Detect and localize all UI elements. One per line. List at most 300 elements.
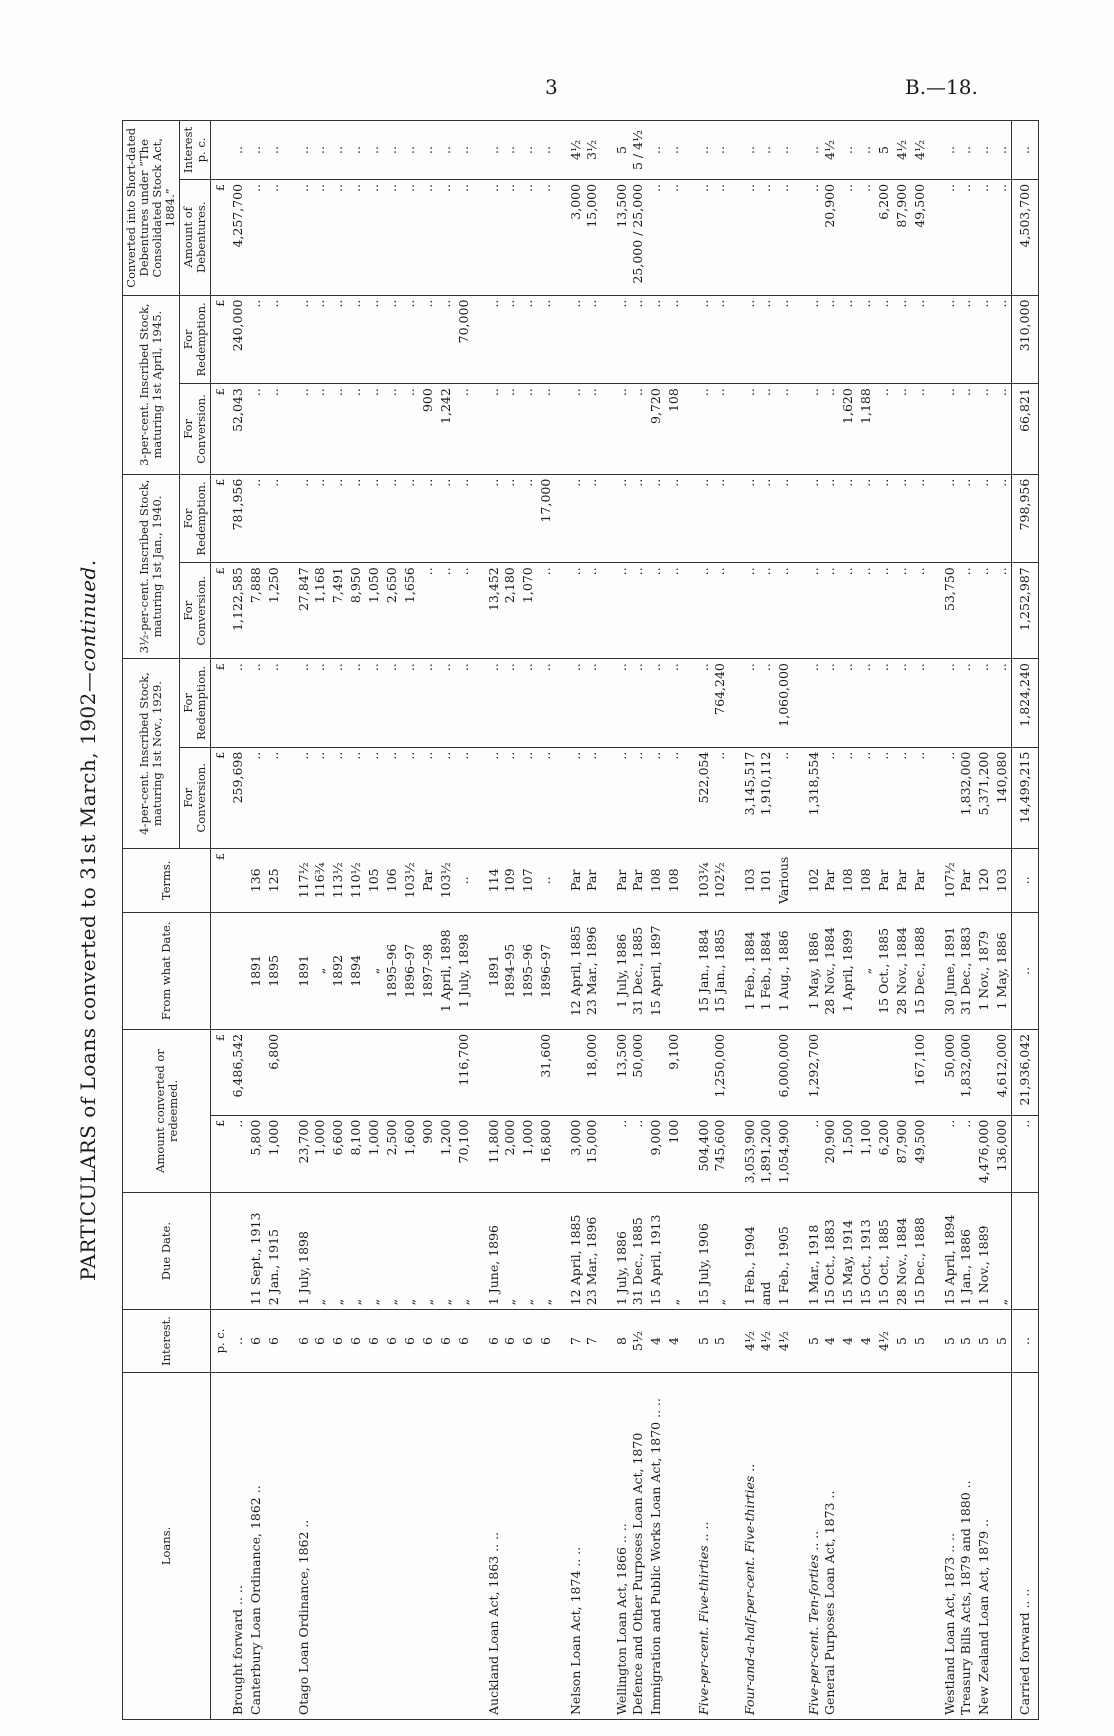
g1-redemption: .. [993, 659, 1012, 748]
g3-conversion: .. [555, 384, 583, 475]
units-row [211, 121, 230, 1720]
g3-redemption: .. [329, 295, 347, 384]
rotated-table-wrapper [70, 120, 1060, 1720]
table-row [283, 121, 311, 1720]
amount-subtotal [893, 1029, 911, 1115]
g1-conversion: .. [647, 747, 665, 848]
amount-part: 1,000 [519, 1115, 537, 1192]
g2-redemption: .. [329, 474, 347, 563]
terms: Par [583, 848, 601, 912]
g3-redemption: .. [911, 295, 929, 384]
amount-subtotal [283, 1029, 311, 1115]
g3-redemption: 240,000 [229, 295, 247, 384]
debenture-amount: .. [265, 179, 283, 295]
g1-redemption: .. [473, 659, 501, 748]
loan-name [329, 1372, 347, 1719]
terms: .. [455, 848, 473, 912]
loan-name [437, 1372, 455, 1719]
terms: Par [821, 848, 839, 912]
terms: 107 [519, 848, 537, 912]
debenture-amount: 13,500 [601, 179, 629, 295]
g3-redemption: 70,000 [455, 295, 473, 384]
due-date: „ [383, 1193, 401, 1310]
g2-conversion: 8,950 [347, 563, 365, 659]
g3-conversion: .. [365, 384, 383, 475]
total-g3-conversion: 66,821 [1012, 384, 1039, 475]
g3-redemption: .. [265, 295, 283, 384]
g2-conversion: 1,168 [311, 563, 329, 659]
from-date: 28 Nov., 1884 [821, 912, 839, 1029]
g3-conversion: 900 [419, 384, 437, 475]
g2-conversion: .. [757, 563, 775, 659]
from-date: 1896–97 [537, 912, 555, 1029]
amount-subtotal: 50,000 [629, 1029, 647, 1115]
g1-conversion: .. [347, 747, 365, 848]
debenture-interest: .. [365, 121, 383, 180]
from-date: 1894 [347, 912, 365, 1029]
debenture-amount: 25,000 / 25,000 [629, 179, 647, 295]
g3-conversion: .. [993, 384, 1012, 475]
loan-name [537, 1372, 555, 1719]
g2-redemption: .. [283, 474, 311, 563]
from-date: „ [857, 912, 875, 1029]
g3-conversion: .. [329, 384, 347, 475]
g1-redemption: .. [247, 659, 265, 748]
g3-redemption: .. [283, 295, 311, 384]
g2-redemption: .. [775, 474, 793, 563]
debenture-interest: .. [839, 121, 857, 180]
g3-conversion: .. [957, 384, 975, 475]
g1-redemption: .. [347, 659, 365, 748]
total-debenture-amount: 4,503,700 [1012, 179, 1039, 295]
col-g1-redemption: For Redemption. [180, 659, 211, 748]
debenture-interest: .. [265, 121, 283, 180]
interest: .. [229, 1310, 247, 1373]
due-date: 23 Mar., 1896 [583, 1193, 601, 1310]
title-main: PARTICULARS of Loans converted to 31st March, 1902— [76, 671, 100, 1281]
interest: 6 [401, 1310, 419, 1373]
due-date: „ [311, 1193, 329, 1310]
g3-redemption: .. [519, 295, 537, 384]
g1-conversion: .. [473, 747, 501, 848]
amount-subtotal: 6,800 [265, 1029, 283, 1115]
unit-pound: £ [211, 295, 230, 384]
g3-conversion: 52,043 [229, 384, 247, 475]
g3-redemption: .. [347, 295, 365, 384]
col-interest: Interest. [123, 1310, 211, 1373]
amount-part: 1,500 [839, 1115, 857, 1192]
g1-conversion: .. [929, 747, 957, 848]
g1-conversion: .. [821, 747, 839, 848]
interest: 6 [473, 1310, 501, 1373]
table-row [247, 121, 265, 1720]
g2-redemption: .. [821, 474, 839, 563]
amount-part: 3,000 [555, 1115, 583, 1192]
g1-conversion: 5,371,200 [975, 747, 993, 848]
g1-conversion: 522,054 [683, 747, 711, 848]
due-date: and [757, 1193, 775, 1310]
loan-name: Nelson Loan Act, 1874 .. .. [555, 1372, 583, 1719]
g3-conversion: .. [473, 384, 501, 475]
terms: 103 [993, 848, 1012, 912]
table-row [839, 121, 857, 1720]
debenture-interest: .. [757, 121, 775, 180]
due-date: 1 Jan., 1886 [957, 1193, 975, 1310]
g3-conversion: .. [893, 384, 911, 475]
g1-redemption: .. [875, 659, 893, 748]
interest: 5 [911, 1310, 929, 1373]
g3-redemption: .. [775, 295, 793, 384]
g1-redemption: .. [365, 659, 383, 748]
rotated-page-content [70, 120, 1060, 1720]
g1-redemption: .. [455, 659, 473, 748]
from-date: 15 Jan., 1884 [683, 912, 711, 1029]
g1-redemption: .. [555, 659, 583, 748]
amount-part: 2,500 [383, 1115, 401, 1192]
due-date: „ [401, 1193, 419, 1310]
loan-name [711, 1372, 729, 1719]
g2-conversion: .. [583, 563, 601, 659]
from-date: 1896–97 [401, 912, 419, 1029]
debenture-interest: .. [383, 121, 401, 180]
g2-conversion: 2,180 [501, 563, 519, 659]
g2-conversion: .. [683, 563, 711, 659]
amount-subtotal [975, 1029, 993, 1115]
g3-conversion: .. [383, 384, 401, 475]
debenture-amount: 6,200 [875, 179, 893, 295]
terms: 109 [501, 848, 519, 912]
interest: 4 [857, 1310, 875, 1373]
unit-cell [211, 1193, 230, 1310]
interest: 5 [975, 1310, 993, 1373]
debenture-interest: .. [311, 121, 329, 180]
loan-name [455, 1372, 473, 1719]
from-date: 15 April, 1897 [647, 912, 665, 1029]
due-date: „ [419, 1193, 437, 1310]
g1-redemption: .. [893, 659, 911, 748]
table-row [419, 121, 437, 1720]
amount-part: 15,000 [583, 1115, 601, 1192]
table-row [437, 121, 455, 1720]
debenture-amount: .. [857, 179, 875, 295]
g3-redemption: .. [929, 295, 957, 384]
loan-name: Five-per-cent. Ten-forties .. .. [793, 1372, 821, 1719]
table-body [211, 121, 1039, 1720]
debenture-amount: .. [347, 179, 365, 295]
total-g1-conversion: 14,499,215 [1012, 747, 1039, 848]
amount-subtotal [875, 1029, 893, 1115]
loan-name [419, 1372, 437, 1719]
from-date: 1897–98 [419, 912, 437, 1029]
g1-conversion: .. [537, 747, 555, 848]
debenture-interest: .. [473, 121, 501, 180]
amount-subtotal: 1,832,000 [957, 1029, 975, 1115]
table-row [401, 121, 419, 1720]
amount-subtotal [821, 1029, 839, 1115]
loan-name [911, 1372, 929, 1719]
col-g3-redemption: For Redemption. [180, 295, 211, 384]
g2-redemption: .. [455, 474, 473, 563]
from-date: 1 July, 1886 [601, 912, 629, 1029]
loan-name [347, 1372, 365, 1719]
amount-part: 20,900 [821, 1115, 839, 1192]
g2-redemption: .. [583, 474, 601, 563]
total-interest: .. [1012, 1310, 1039, 1373]
interest: 6 [455, 1310, 473, 1373]
g1-conversion: .. [711, 747, 729, 848]
loan-name [875, 1372, 893, 1719]
table-row [311, 121, 329, 1720]
loan-name: Otago Loan Ordinance, 1862 .. [283, 1372, 311, 1719]
g2-conversion: .. [821, 563, 839, 659]
g1-conversion: .. [501, 747, 519, 848]
debenture-amount: .. [537, 179, 555, 295]
unit-pound: £ [211, 747, 230, 848]
g3-redemption: .. [555, 295, 583, 384]
g2-conversion: .. [629, 563, 647, 659]
g2-redemption: .. [647, 474, 665, 563]
g3-redemption: .. [365, 295, 383, 384]
g2-redemption: .. [793, 474, 821, 563]
amount-subtotal [383, 1029, 401, 1115]
debenture-interest: 5 [875, 121, 893, 180]
amount-part: 87,900 [893, 1115, 911, 1192]
g2-redemption: .. [401, 474, 419, 563]
g3-conversion: 9,720 [647, 384, 665, 475]
amount-part: 2,000 [501, 1115, 519, 1192]
total-loan-name: Carried forward .. .. [1012, 1372, 1039, 1719]
debenture-amount: .. [711, 179, 729, 295]
g2-conversion: .. [893, 563, 911, 659]
table-row [537, 121, 555, 1720]
g3-redemption: .. [957, 295, 975, 384]
col-amount: Amount converted or redeemed. [123, 1029, 211, 1192]
g3-conversion: 1,188 [857, 384, 875, 475]
g2-conversion: .. [419, 563, 437, 659]
amount-part: .. [957, 1115, 975, 1192]
amount-part: 745,600 [711, 1115, 729, 1192]
due-date: „ [329, 1193, 347, 1310]
due-date: „ [365, 1193, 383, 1310]
g3-conversion: .. [729, 384, 757, 475]
g2-redemption: .. [419, 474, 437, 563]
from-date: 1895–96 [519, 912, 537, 1029]
from-date: 15 Dec., 1888 [911, 912, 929, 1029]
terms: 101 [757, 848, 775, 912]
col-due-date: Due Date. [123, 1193, 211, 1310]
from-date: 1891 [473, 912, 501, 1029]
g2-redemption: .. [683, 474, 711, 563]
interest: 6 [329, 1310, 347, 1373]
g2-redemption: .. [265, 474, 283, 563]
g2-redemption: .. [857, 474, 875, 563]
g2-conversion: 1,070 [519, 563, 537, 659]
terms: 103¼ [683, 848, 711, 912]
amount-subtotal [683, 1029, 711, 1115]
loan-name [893, 1372, 911, 1719]
g3-redemption: .. [857, 295, 875, 384]
due-date: 1 Feb., 1904 [729, 1193, 757, 1310]
debenture-interest: 4½ [893, 121, 911, 180]
debenture-interest: 5 [601, 121, 629, 180]
g3-conversion: .. [711, 384, 729, 475]
g2-redemption: .. [929, 474, 957, 563]
debenture-interest: .. [683, 121, 711, 180]
g3-redemption: .. [839, 295, 857, 384]
g2-conversion: .. [993, 563, 1012, 659]
from-date: 30 June, 1891 [929, 912, 957, 1029]
from-date: 1 July, 1898 [455, 912, 473, 1029]
amount-subtotal [347, 1029, 365, 1115]
g1-redemption: .. [265, 659, 283, 748]
total-due-date [1012, 1193, 1039, 1310]
g1-redemption: .. [857, 659, 875, 748]
terms: 116¾ [311, 848, 329, 912]
g1-redemption: .. [329, 659, 347, 748]
table-row [911, 121, 929, 1720]
due-date: 15 April, 1894 [929, 1193, 957, 1310]
g1-redemption: .. [501, 659, 519, 748]
table-row [957, 121, 975, 1720]
g3-redemption: .. [501, 295, 519, 384]
table-row [629, 121, 647, 1720]
debenture-amount: .. [473, 179, 501, 295]
from-date: 1 April, 1899 [839, 912, 857, 1029]
due-date: 28 Nov., 1884 [893, 1193, 911, 1310]
amount-part: .. [229, 1115, 247, 1192]
due-date: 15 May, 1914 [839, 1193, 857, 1310]
from-date: 15 Oct., 1885 [875, 912, 893, 1029]
loan-name [311, 1372, 329, 1719]
amount-subtotal [401, 1029, 419, 1115]
from-date: 1895–96 [383, 912, 401, 1029]
debenture-amount: 49,500 [911, 179, 929, 295]
debenture-interest: .. [229, 121, 247, 180]
due-date: „ [993, 1193, 1012, 1310]
g1-conversion: .. [519, 747, 537, 848]
g2-redemption: .. [975, 474, 993, 563]
debenture-amount: .. [519, 179, 537, 295]
interest: 6 [419, 1310, 437, 1373]
interest: 4½ [775, 1310, 793, 1373]
g1-conversion: .. [383, 747, 401, 848]
g3-redemption: .. [473, 295, 501, 384]
g1-conversion: .. [665, 747, 683, 848]
terms: 136 [247, 848, 265, 912]
debenture-amount: .. [665, 179, 683, 295]
from-date: 28 Nov., 1884 [893, 912, 911, 1029]
loan-name: Treasury Bills Acts, 1879 and 1880 .. [957, 1372, 975, 1719]
g3-redemption: .. [419, 295, 437, 384]
g2-redemption: 17,000 [537, 474, 555, 563]
g2-redemption: .. [665, 474, 683, 563]
g1-conversion: .. [601, 747, 629, 848]
g2-redemption: .. [839, 474, 857, 563]
amount-subtotal: 116,700 [455, 1029, 473, 1115]
g1-conversion: .. [365, 747, 383, 848]
col-g2-redemption: For Redemption. [180, 474, 211, 563]
amount-subtotal: 167,100 [911, 1029, 929, 1115]
table-row [583, 121, 601, 1720]
terms: Par [875, 848, 893, 912]
amount-part: 3,053,900 [729, 1115, 757, 1192]
amount-subtotal [555, 1029, 583, 1115]
g1-conversion: .. [839, 747, 857, 848]
interest: 6 [383, 1310, 401, 1373]
amount-part: .. [793, 1115, 821, 1192]
due-date: „ [665, 1193, 683, 1310]
g3-conversion: .. [455, 384, 473, 475]
g2-redemption: .. [993, 474, 1012, 563]
terms: 108 [857, 848, 875, 912]
amount-subtotal [311, 1029, 329, 1115]
debenture-interest: .. [455, 121, 473, 180]
g3-conversion: .. [911, 384, 929, 475]
g3-conversion: .. [265, 384, 283, 475]
g1-redemption: .. [975, 659, 993, 748]
from-date: 1 Feb., 1884 [757, 912, 775, 1029]
total-amount-part: .. [1012, 1115, 1039, 1192]
debenture-amount: .. [975, 179, 993, 295]
col-g1-conversion: For Conversion. [180, 747, 211, 848]
interest: 6 [265, 1310, 283, 1373]
loan-name [993, 1372, 1012, 1719]
g2-redemption: .. [893, 474, 911, 563]
terms [229, 848, 247, 912]
g1-redemption: .. [519, 659, 537, 748]
amount-part: 23,700 [283, 1115, 311, 1192]
g1-redemption: .. [729, 659, 757, 748]
terms: 108 [839, 848, 857, 912]
document-reference: B.—18. [905, 75, 978, 99]
loan-name: Brought forward .. .. [229, 1372, 247, 1719]
g3-redemption: .. [401, 295, 419, 384]
unit-cell [211, 1372, 230, 1719]
g3-redemption: .. [665, 295, 683, 384]
due-date: 15 Dec., 1888 [911, 1193, 929, 1310]
interest: 6 [365, 1310, 383, 1373]
table-row [501, 121, 519, 1720]
interest: 6 [311, 1310, 329, 1373]
interest: 5½ [629, 1310, 647, 1373]
debenture-interest: .. [975, 121, 993, 180]
total-g2-conversion: 1,252,987 [1012, 563, 1039, 659]
terms: 114 [473, 848, 501, 912]
debenture-amount: .. [401, 179, 419, 295]
loan-name [401, 1372, 419, 1719]
debenture-amount: 3,000 [555, 179, 583, 295]
terms: 102½ [711, 848, 729, 912]
g1-conversion: .. [857, 747, 875, 848]
loan-name [757, 1372, 775, 1719]
from-date: 1892 [329, 912, 347, 1029]
due-date: „ [711, 1193, 729, 1310]
g2-conversion: .. [729, 563, 757, 659]
g3-redemption: .. [757, 295, 775, 384]
due-date: 15 Oct., 1883 [821, 1193, 839, 1310]
col-debenture-amount: Amount of Debentures. [180, 179, 211, 295]
g2-conversion: .. [455, 563, 473, 659]
terms: 103½ [401, 848, 419, 912]
col-group-4pc: 4-per-cent. Inscribed Stock, maturing 1st Nov., 1929. [123, 659, 180, 849]
g1-conversion: .. [329, 747, 347, 848]
g1-redemption: 1,060,000 [775, 659, 793, 748]
terms: 105 [365, 848, 383, 912]
title-suffix: continued. [76, 559, 100, 672]
g1-conversion: .. [265, 747, 283, 848]
amount-subtotal [501, 1029, 519, 1115]
interest: 5 [893, 1310, 911, 1373]
